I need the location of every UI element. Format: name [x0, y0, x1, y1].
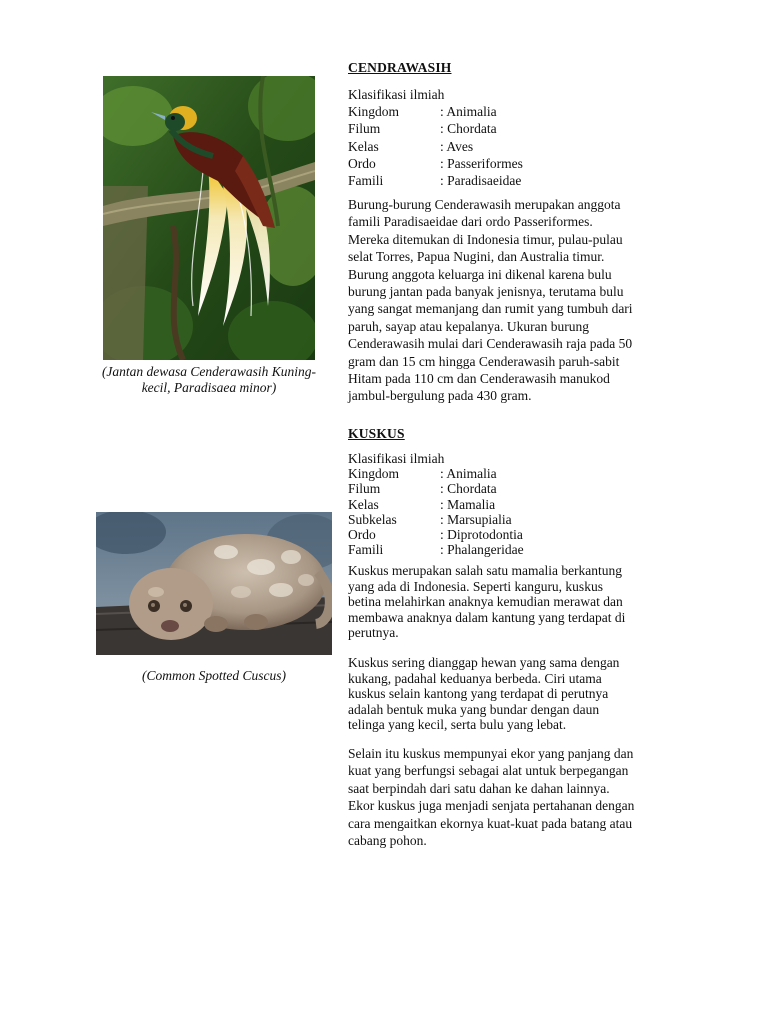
row-key: Famili	[348, 173, 384, 189]
klasifikasi-label: Klasifikasi ilmiah	[348, 451, 445, 466]
paragraph-line: Kuskus merupakan salah satu mamalia berkantung	[348, 563, 623, 578]
cendrawasih-paragraph	[348, 196, 633, 405]
row-value: : Chordata	[440, 481, 497, 497]
row-key: Kelas	[348, 496, 379, 512]
paragraph-line: Cenderawasih mulai dari Cenderawasih raja pada 50	[348, 336, 633, 352]
paragraph-line: yang ada di Indonesia. Seperti kanguru, kuskus	[348, 578, 603, 594]
paragraph-line: perutnya.	[348, 625, 399, 641]
row-key: Subkelas	[348, 511, 397, 527]
paragraph-line: jambul-bergulung pada 430 gram.	[348, 388, 532, 404]
row-key: Ordo	[348, 527, 376, 543]
cendrawasih-classification	[348, 86, 523, 189]
row-value: : Marsupialia	[440, 511, 512, 527]
classification-row	[348, 466, 524, 481]
paragraph-line: kukang, padahal keduanya berbeda. Ciri utama	[348, 670, 602, 686]
paragraph-line: cabang pohon.	[348, 833, 427, 849]
row-key: Kelas	[348, 138, 379, 154]
bird-photo-caption	[80, 364, 338, 396]
paragraph-line: Kuskus sering dianggap hewan yang sama dengan	[348, 655, 620, 670]
paragraph-line: yang sangat memanjang dan rumit yang tumbuh dari	[348, 301, 633, 317]
classification-row	[348, 481, 524, 496]
klasifikasi-label: Klasifikasi ilmiah	[348, 87, 445, 102]
row-value: : Passeriformes	[440, 155, 523, 171]
row-value: : Chordata	[440, 121, 497, 137]
paragraph-line: Ekor kuskus juga menjadi senjata pertahanan dengan	[348, 798, 635, 814]
classification-row	[348, 103, 523, 120]
cuscus-photo	[96, 512, 332, 655]
paragraph-line: saat berpindah dari satu dahan ke dahan lainnya.	[348, 780, 610, 796]
row-key: Famili	[348, 542, 384, 558]
paragraph-line: kuskus selain kantong yang terdapat di perutnya	[348, 686, 609, 702]
classification-label-row	[348, 451, 524, 466]
paragraph-line: Burung anggota keluarga ini dikenal karena bulu	[348, 266, 612, 282]
paragraph-line: paruh, sayap atau kepalanya. Ukuran burung	[348, 318, 590, 334]
bird-of-paradise-photo	[103, 76, 315, 360]
classification-row	[348, 155, 523, 172]
classification-row	[348, 512, 524, 527]
row-key: Kingdom	[348, 104, 400, 120]
paragraph-line: Burung-burung Cenderawasih merupakan anggota	[348, 197, 621, 212]
classification-row	[348, 527, 524, 542]
caption-line: (Jantan dewasa Cenderawasih Kuning-	[101, 364, 317, 379]
paragraph-line: cara mengaitkan ekornya kuat-kuat pada batang atau	[348, 815, 633, 831]
row-value: : Phalangeridae	[440, 542, 524, 558]
classification-row	[348, 542, 524, 557]
classification-row	[348, 497, 524, 512]
row-value: : Aves	[440, 138, 474, 154]
classification-row	[348, 172, 523, 189]
classification-label-row	[348, 86, 523, 103]
paragraph-line: adalah bentuk muka yang bundar dengan daun	[348, 701, 600, 717]
kuskus-paragraph-2	[348, 655, 619, 733]
row-value: : Animalia	[440, 466, 497, 482]
paragraph-line: betina melahirkan anaknya kemudian merawat dan	[348, 594, 623, 610]
paragraph-line: membawa anaknya dalam kantung yang terdapat di	[348, 609, 626, 625]
kuskus-paragraph-3	[348, 745, 634, 849]
classification-row	[348, 120, 523, 137]
paragraph-line: Mereka ditemukan di Indonesia timur, pulau-pulau	[348, 231, 623, 247]
row-key: Filum	[348, 481, 381, 497]
row-value: : Paradisaeidae	[440, 173, 522, 189]
paragraph-line: selat Torres, Papua Nugini, dan Australia timur.	[348, 249, 605, 265]
row-value: : Diprotodontia	[440, 527, 523, 543]
row-key: Filum	[348, 121, 381, 137]
cendrawasih-heading: CENDRAWASIH	[348, 60, 452, 75]
kuskus-classification	[348, 451, 524, 557]
row-key: Ordo	[348, 155, 376, 171]
kuskus-heading: KUSKUS	[348, 426, 405, 441]
row-key: Kingdom	[348, 466, 400, 482]
paragraph-line: Selain itu kuskus mempunyai ekor yang panjang dan	[348, 746, 634, 761]
caption-line: kecil, Paradisaea minor)	[141, 380, 277, 395]
paragraph-line: Hitam pada 110 cm dan Cenderawasih manukod	[348, 371, 610, 387]
row-value: : Mamalia	[440, 496, 496, 512]
paragraph-line: famili Paradisaeidae dari ordo Passeriformes.	[348, 214, 593, 230]
classification-row	[348, 138, 523, 155]
cuscus-photo-caption: (Common Spotted Cuscus)	[142, 668, 286, 683]
paragraph-line: gram dan 15 cm hingga Cenderawasih paruh-sabit	[348, 353, 620, 369]
kuskus-paragraph-1	[348, 563, 625, 641]
paragraph-line: kuat yang berfungsi sebagai alat untuk berpegangan	[348, 763, 629, 779]
row-value: : Animalia	[440, 104, 497, 120]
paragraph-line: burung jantan pada banyak jenisnya, terutama bulu	[348, 284, 624, 300]
paragraph-line: telinga yang kecil, serta bulu yang lebat.	[348, 717, 567, 733]
